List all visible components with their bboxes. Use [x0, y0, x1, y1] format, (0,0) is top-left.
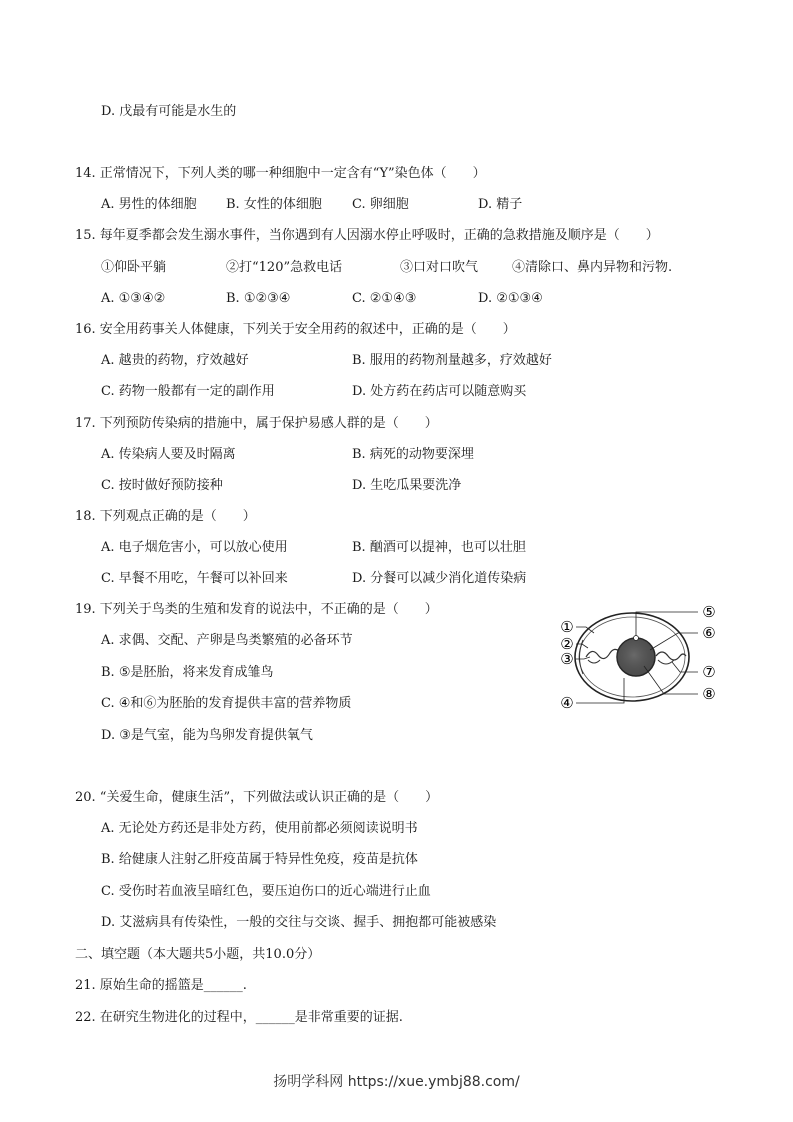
q17-option-a: A. 传染病人要及时隔离 — [101, 447, 236, 462]
q19-option-b: B. ⑤是胚胎，将来发育成雏鸟 — [101, 665, 274, 680]
q13-option-d: D. 戊最有可能是水生的 — [101, 104, 237, 119]
q15-option-b: B. ①②③④ — [226, 291, 291, 306]
q16-option-a: A. 越贵的药物，疗效越好 — [101, 353, 249, 368]
q20-option-b: B. 给健康人注射乙肝疫苗属于特异性免疫，疫苗是抗体 — [101, 852, 418, 867]
q15-step-3: ③口对口吹气 — [400, 260, 479, 275]
footer-watermark: 扬明学科网 https://xue.ymbj88.com/ — [273, 1074, 520, 1090]
q18-option-c: C. 早餐不用吃，午餐可以补回来 — [101, 571, 288, 586]
q15-stem: 15. 每年夏季都会发生溺水事件，当你遇到有人因溺水停止呼吸时，正确的急救措施及顺序是（ ） — [75, 228, 659, 243]
q19-option-c: C. ④和⑥为胚胎的发育提供丰富的营养物质 — [101, 696, 352, 711]
q21-text: 21. 原始生命的摇篮是______. — [75, 978, 247, 993]
q15-option-d: D. ②①③④ — [478, 291, 543, 306]
label-4: ④ — [560, 694, 574, 712]
label-1: ① — [560, 618, 574, 636]
yolk-shade — [617, 638, 655, 676]
q20-option-d: D. 艾滋病具有传染性，一般的交往与交谈、握手、拥抱都可能被感染 — [101, 915, 497, 930]
q20-option-c: C. 受伤时若血液呈暗红色，要压迫伤口的近心端进行止血 — [101, 884, 431, 899]
q15-option-a: A. ①③④② — [101, 291, 166, 306]
label-5: ⑤ — [702, 603, 716, 621]
bird-egg-diagram — [552, 600, 724, 715]
q18-stem: 18. 下列观点正确的是（ ） — [75, 509, 256, 524]
q16-option-d: D. 处方药在药店可以随意购买 — [352, 384, 527, 399]
q18-option-b: B. 酗酒可以提神，也可以壮胆 — [352, 540, 526, 555]
q17-stem: 17. 下列预防传染病的措施中，属于保护易感人群的是（ ） — [75, 416, 438, 431]
q17-option-d: D. 生吃瓜果要洗净 — [352, 478, 462, 493]
q19-option-d: D. ③是气室，能为鸟卵发育提供氧气 — [101, 728, 313, 743]
section-2-title: 二、填空题（本大题共5小题，共10.0分） — [75, 947, 321, 962]
q22-text: 22. 在研究生物进化的过程中，______是非常重要的证据. — [75, 1010, 403, 1025]
q14-option-c: C. 卵细胞 — [352, 197, 409, 212]
q14-option-d: D. 精子 — [478, 197, 523, 212]
q15-step-4: ④清除口、鼻内异物和污物. — [512, 260, 673, 275]
q19-option-a: A. 求偶、交配、产卵是鸟类繁殖的必备环节 — [101, 633, 353, 648]
q16-option-b: B. 服用的药物剂量越多，疗效越好 — [352, 353, 552, 368]
q15-step-2: ②打“120”急救电话 — [226, 260, 343, 275]
q18-option-d: D. 分餐可以减少消化道传染病 — [352, 571, 527, 586]
q15-option-c: C. ②①④③ — [352, 291, 417, 306]
germinal-disc — [634, 636, 639, 641]
label-3: ③ — [560, 650, 574, 668]
q15-step-1: ①仰卧平躺 — [101, 260, 167, 275]
label-6: ⑥ — [702, 624, 716, 642]
q14-option-a: A. 男性的体细胞 — [101, 197, 197, 212]
q16-option-c: C. 药物一般都有一定的副作用 — [101, 384, 275, 399]
q17-option-c: C. 按时做好预防接种 — [101, 478, 223, 493]
q16-stem: 16. 安全用药事关人体健康，下列关于安全用药的叙述中，正确的是（ ） — [75, 322, 516, 337]
q18-option-a: A. 电子烟危害小，可以放心使用 — [101, 540, 288, 555]
q17-option-b: B. 病死的动物要深埋 — [352, 447, 474, 462]
q14-stem: 14. 正常情况下，下列人类的哪一种细胞中一定含有“Y”染色体（ ） — [75, 166, 486, 181]
label-7: ⑦ — [702, 663, 716, 681]
label-2: ② — [560, 635, 574, 653]
q19-stem: 19. 下列关于鸟类的生殖和发育的说法中，不正确的是（ ） — [75, 602, 438, 617]
label-8: ⑧ — [702, 685, 716, 703]
q20-option-a: A. 无论处方药还是非处方药，使用前都必须阅读说明书 — [101, 821, 418, 836]
q20-stem: 20. “关爱生命，健康生活”，下列做法或认识正确的是（ ） — [75, 790, 439, 805]
q14-option-b: B. 女性的体细胞 — [226, 197, 322, 212]
